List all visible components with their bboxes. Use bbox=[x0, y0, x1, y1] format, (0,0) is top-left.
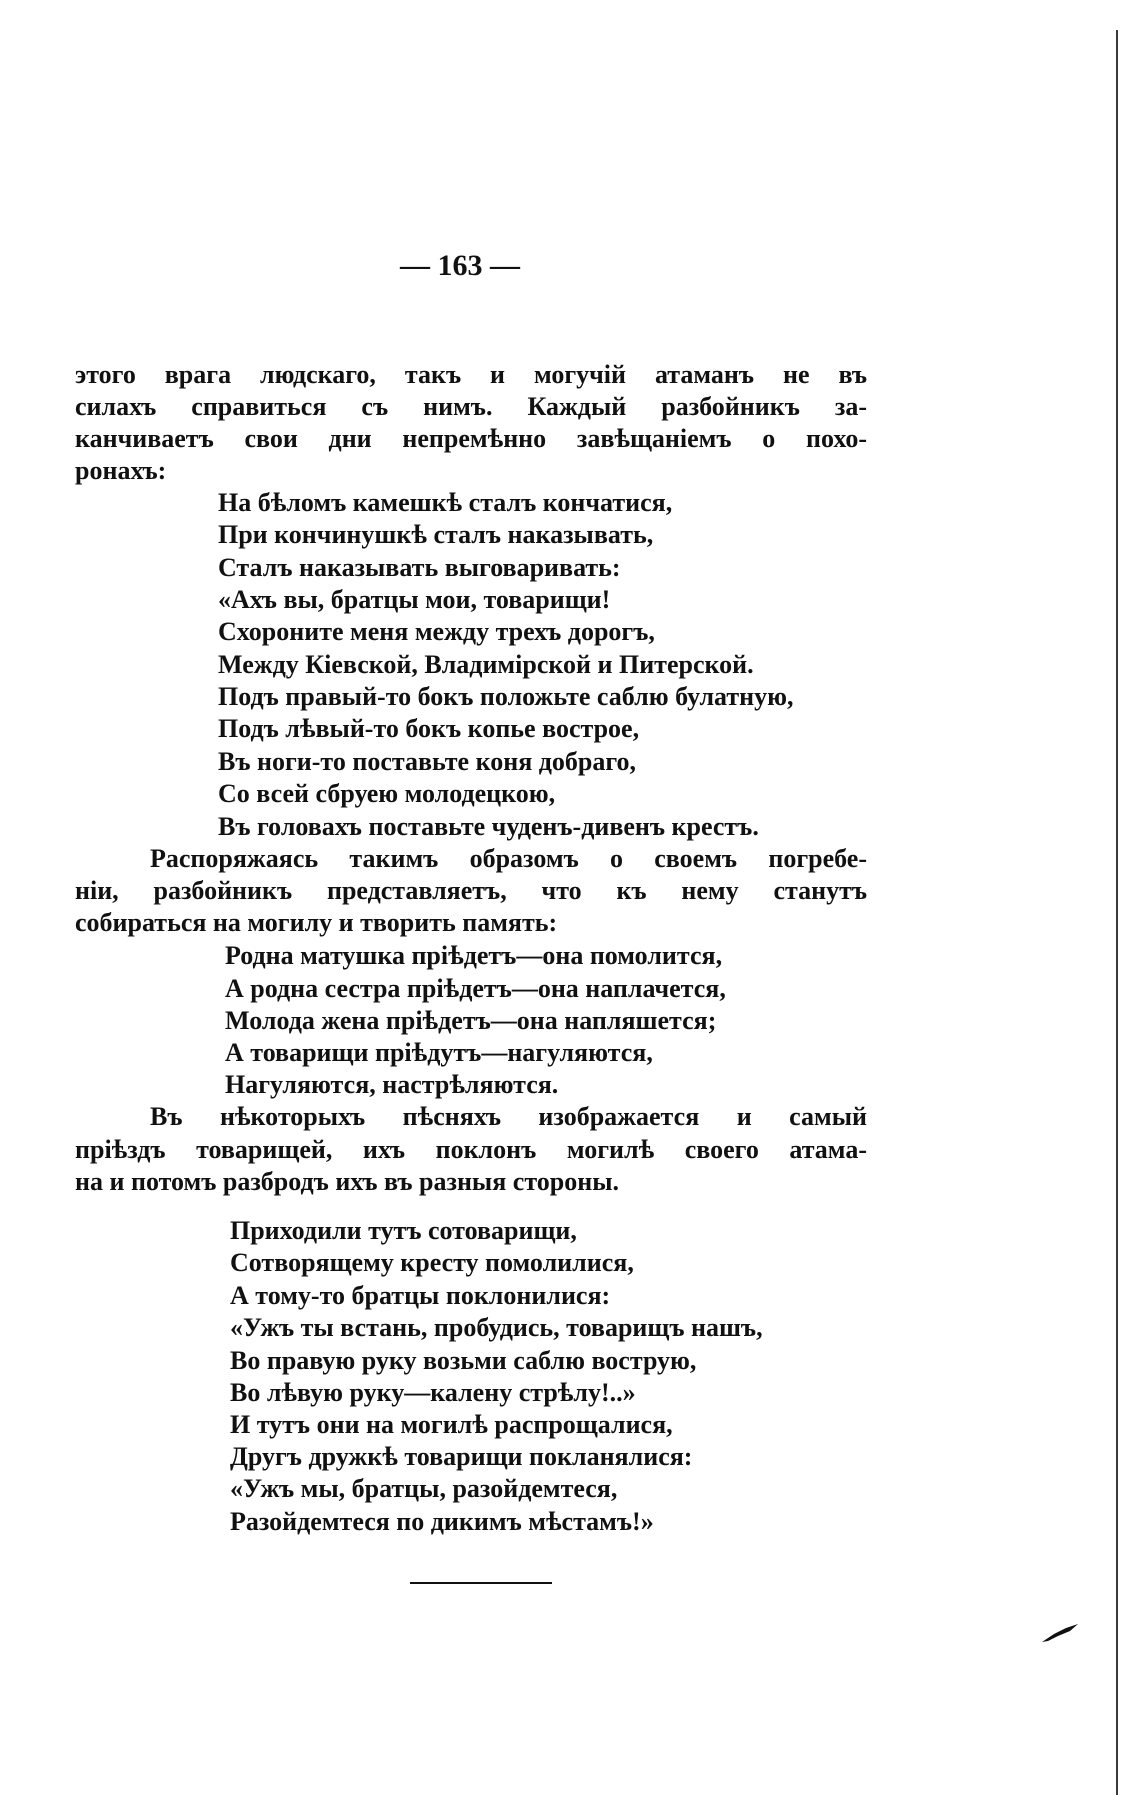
verse-line: И тутъ они на могилѣ распрощалися, bbox=[230, 1410, 673, 1439]
verse-line: Разойдемтеся по дикимъ мѣстамъ!» bbox=[230, 1507, 654, 1536]
verse-line: Во правую руку возьми саблю вострую, bbox=[230, 1346, 697, 1375]
verse-line: Въ ноги-то поставьте коня добраго, bbox=[218, 747, 637, 776]
page-edge-line bbox=[1116, 30, 1118, 1795]
verse-line: А тому-то братцы поклонилися: bbox=[230, 1281, 611, 1310]
verse-line: Во лѣвую руку—калену стрѣлу!..» bbox=[230, 1378, 636, 1407]
text-line: ронахъ: bbox=[75, 456, 167, 485]
text-line: на и потомъ разбродъ ихъ въ разныя стороны. bbox=[75, 1167, 619, 1196]
verse-line: Родна матушка пріѣдетъ—она помолится, bbox=[225, 941, 723, 970]
text-line: Въ нѣкоторыхъ пѣсняхъ изображается и самый bbox=[150, 1102, 867, 1131]
verse-line: Подъ правый-то бокъ положьте саблю булатную, bbox=[218, 682, 794, 711]
verse-line: Въ головахъ поставьте чуденъ-дивенъ крестъ. bbox=[218, 812, 759, 841]
text-line: силахъ справиться съ нимъ. Каждый разбойникъ за- bbox=[75, 392, 867, 421]
text-line: пріѣздъ товарищей, ихъ поклонъ могилѣ своего атама- bbox=[75, 1135, 867, 1164]
verse-line: Между Кіевской, Владимірской и Питерской. bbox=[218, 650, 754, 679]
verse-line: Нагуляются, настрѣляются. bbox=[225, 1070, 559, 1099]
text-line: ніи, разбойникъ представляетъ, что къ нему станутъ bbox=[75, 876, 867, 905]
page-number: — 163 — bbox=[400, 249, 520, 282]
verse-line: Схороните меня между трехъ дорогъ, bbox=[218, 617, 655, 646]
verse-line: Со всей сбруею молодецкою, bbox=[218, 779, 556, 808]
verse-line: При кончинушкѣ сталъ наказывать, bbox=[218, 520, 654, 549]
verse-line: На бѣломъ камешкѣ сталъ кончатися, bbox=[218, 488, 673, 517]
scan-mark-icon bbox=[1040, 1622, 1080, 1644]
verse-line: Сталъ наказывать выговаривать: bbox=[218, 553, 621, 582]
verse-line: А родна сестра пріѣдетъ—она наплачется, bbox=[225, 974, 726, 1003]
end-rule bbox=[410, 1582, 552, 1584]
text-line: канчиваетъ свои дни непремѣнно завѣщаніемъ о похо- bbox=[75, 424, 867, 453]
verse-line: А товарищи пріѣдутъ—нагуляются, bbox=[225, 1038, 653, 1067]
verse-line: Другъ дружкѣ товарищи покланялися: bbox=[230, 1442, 693, 1471]
text-line: собираться на могилу и творить память: bbox=[75, 908, 558, 937]
verse-line: «Ахъ вы, братцы мои, товарищи! bbox=[218, 585, 611, 614]
verse-line: Молода жена пріѣдетъ—она напляшется; bbox=[225, 1006, 717, 1035]
verse-line: Сотворящему кресту помолилися, bbox=[230, 1248, 634, 1277]
verse-line: Подъ лѣвый-то бокъ копье вострое, bbox=[218, 714, 640, 743]
verse-line: Приходили тутъ сотоварищи, bbox=[230, 1216, 577, 1245]
verse-line: «Ужъ мы, братцы, разойдемтеся, bbox=[230, 1474, 618, 1503]
text-line: Распоряжаясь такимъ образомъ о своемъ погребе- bbox=[150, 844, 867, 873]
text-line: этого врага людскаго, такъ и могучій атаманъ не въ bbox=[75, 360, 867, 389]
verse-line: «Ужъ ты встань, пробудись, товарищъ нашъ, bbox=[230, 1313, 763, 1342]
